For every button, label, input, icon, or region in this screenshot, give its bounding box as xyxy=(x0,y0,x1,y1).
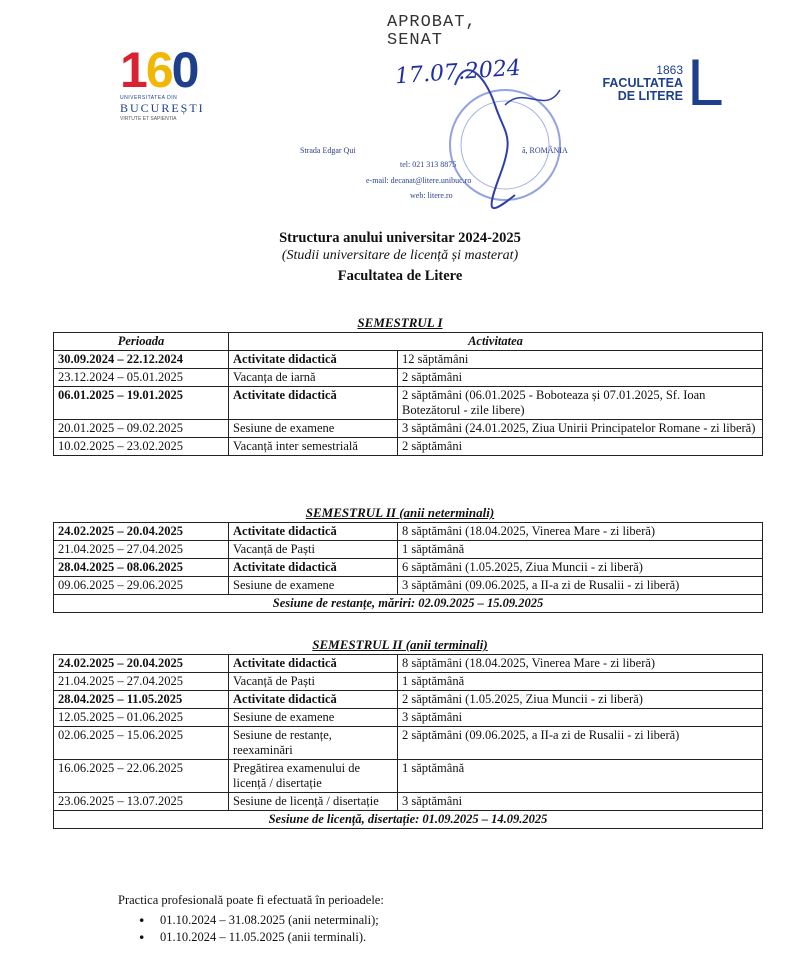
period-cell: 06.01.2025 – 19.01.2025 xyxy=(54,387,229,420)
details-cell: 3 săptămâni (24.01.2025, Ziua Unirii Principatelor Romane - zi liberă) xyxy=(398,420,763,438)
list-item: • 01.10.2024 – 11.05.2025 (anii terminali). xyxy=(138,929,379,946)
table-row xyxy=(54,351,763,369)
faculty-logo-year: 1863 xyxy=(656,63,683,77)
details-cell: 3 săptămâni xyxy=(398,709,763,727)
contact-country: ă, ROMÂNIA xyxy=(522,146,568,155)
period-cell: 02.06.2025 – 15.06.2025 xyxy=(54,727,229,760)
table-row xyxy=(54,709,763,727)
table-row xyxy=(54,673,763,691)
graduation-session: Sesiune de licență, disertație: 01.09.2025 – 14.09.2025 xyxy=(54,811,763,829)
activity-cell: Vacanță de Paști xyxy=(229,673,398,691)
contact-email: e-mail: decanat@litere.unibuc.ro xyxy=(366,176,472,185)
details-cell: 2 săptămâni xyxy=(398,438,763,456)
semester2-final-title: SEMESTRUL II (anii terminali) xyxy=(312,637,488,652)
table-row xyxy=(54,577,763,595)
semester2-nonfinal-title: SEMESTRUL II (anii neterminali) xyxy=(305,505,495,520)
details-cell: 1 săptămână xyxy=(398,673,763,691)
table-row xyxy=(54,760,763,793)
handwritten-date: 17.07.2024 xyxy=(394,55,522,90)
column-header-activity: Activitatea xyxy=(229,333,763,351)
details-cell: 1 săptămână xyxy=(398,541,763,559)
activity-cell: Activitate didactică xyxy=(229,351,398,369)
activity-cell: Activitate didactică xyxy=(229,559,398,577)
contact-phone: tel: 021 313 8875 xyxy=(400,160,457,169)
logo-motto: VIRTUTE ET SAPIENTIA xyxy=(120,116,177,122)
table-header-row xyxy=(54,333,763,351)
table-row xyxy=(54,655,763,673)
activity-cell: Sesiune de examene xyxy=(229,420,398,438)
details-cell: 6 săptămâni (1.05.2025, Ziua Muncii - zi liberă) xyxy=(398,559,763,577)
activity-cell: Sesiune de examene xyxy=(229,577,398,595)
period-cell: 23.06.2025 – 13.07.2025 xyxy=(54,793,229,811)
contact-street: Strada Edgar Qui xyxy=(300,146,356,155)
details-cell: 8 săptămâni (18.04.2025, Vinerea Mare - zi liberă) xyxy=(398,523,763,541)
table-footer-row xyxy=(54,595,763,613)
period-cell: 28.04.2025 – 08.06.2025 xyxy=(54,559,229,577)
approval-line2: SENAT xyxy=(387,31,444,50)
period-cell: 28.04.2025 – 11.05.2025 xyxy=(54,691,229,709)
semester1-title: SEMESTRUL I xyxy=(357,315,443,330)
semester2-final-rows xyxy=(54,655,763,811)
approval-line1: APROBAT, xyxy=(387,13,477,32)
activity-cell: Vacanță de Paști xyxy=(229,541,398,559)
activity-cell: Activitate didactică xyxy=(229,691,398,709)
details-cell: 1 săptămână xyxy=(398,760,763,793)
details-cell: 2 săptămâni (1.05.2025, Ziua Muncii - zi liberă) xyxy=(398,691,763,709)
period-cell: 24.02.2025 – 20.04.2025 xyxy=(54,655,229,673)
activity-cell: Activitate didactică xyxy=(229,523,398,541)
table-row xyxy=(54,541,763,559)
semester2-nonfinal-rows xyxy=(54,523,763,595)
table-row xyxy=(54,387,763,420)
faculty-name: Facultatea de Litere xyxy=(337,268,463,284)
period-cell: 16.06.2025 – 22.06.2025 xyxy=(54,760,229,793)
table-footer-row xyxy=(54,811,763,829)
details-cell: 2 săptămâni (09.06.2025, a II-a zi de Rusalii - zi liberă) xyxy=(398,727,763,760)
table-row xyxy=(54,369,763,387)
period-cell: 20.01.2025 – 09.02.2025 xyxy=(54,420,229,438)
faculty-logo-line2: DE LITERE xyxy=(617,89,683,103)
column-header-period: Perioada xyxy=(54,333,229,351)
period-cell: 09.06.2025 – 29.06.2025 xyxy=(54,577,229,595)
faculty-logo-letter: L xyxy=(687,45,724,119)
semester1-rows xyxy=(54,351,763,456)
details-cell: 12 săptămâni xyxy=(398,351,763,369)
list-item: • 01.10.2024 – 31.08.2025 (anii neterminali); xyxy=(138,912,379,929)
semester2-final-table xyxy=(53,654,763,829)
semester2-nonfinal-table xyxy=(53,522,763,613)
faculty-logo-line1: FACULTATEA xyxy=(602,76,683,90)
activity-cell: Sesiune de restanțe, reexaminări xyxy=(229,727,398,760)
table-row xyxy=(54,523,763,541)
table-row xyxy=(54,559,763,577)
period-cell: 21.04.2025 – 27.04.2025 xyxy=(54,673,229,691)
practice-list xyxy=(138,912,379,946)
table-row xyxy=(54,727,763,760)
period-cell: 21.04.2025 – 27.04.2025 xyxy=(54,541,229,559)
details-cell: 2 săptămâni xyxy=(398,369,763,387)
table-row xyxy=(54,438,763,456)
semester1-table xyxy=(53,332,763,456)
period-cell: 30.09.2024 – 22.12.2024 xyxy=(54,351,229,369)
period-cell: 12.05.2025 – 01.06.2025 xyxy=(54,709,229,727)
logo-160: 160 xyxy=(120,42,198,98)
logo-small-text: UNIVERSITATEA DIN xyxy=(120,95,178,101)
activity-cell: Activitate didactică xyxy=(229,387,398,420)
details-cell: 3 săptămâni xyxy=(398,793,763,811)
period-cell: 24.02.2025 – 20.04.2025 xyxy=(54,523,229,541)
activity-cell: Vacanță inter semestrială xyxy=(229,438,398,456)
table-row xyxy=(54,420,763,438)
period-cell: 23.12.2024 – 05.01.2025 xyxy=(54,369,229,387)
logo-university-name: BUCUREȘTI xyxy=(120,101,205,115)
page-subtitle: (Studii universitare de licență și masterat) xyxy=(281,248,519,263)
page-title: Structura anului universitar 2024-2025 xyxy=(279,230,521,246)
practice-intro: Practica profesională poate fi efectuată în perioadele: xyxy=(118,893,384,907)
university-logo xyxy=(120,42,230,125)
activity-cell: Pregătirea examenului de licență / disertație xyxy=(229,760,398,793)
table-row xyxy=(54,793,763,811)
activity-cell: Vacanța de iarnă xyxy=(229,369,398,387)
faculty-logo xyxy=(575,45,745,130)
contact-web: web: litere.ro xyxy=(410,191,453,200)
details-cell: 8 săptămâni (18.04.2025, Vinerea Mare - zi liberă) xyxy=(398,655,763,673)
period-cell: 10.02.2025 – 23.02.2025 xyxy=(54,438,229,456)
activity-cell: Activitate didactică xyxy=(229,655,398,673)
table-row xyxy=(54,691,763,709)
activity-cell: Sesiune de examene xyxy=(229,709,398,727)
retake-session: Sesiune de restanțe, măriri: 02.09.2025 – 15.09.2025 xyxy=(54,595,763,613)
activity-cell: Sesiune de licență / disertație xyxy=(229,793,398,811)
details-cell: 3 săptămâni (09.06.2025, a II-a zi de Rusalii - zi liberă) xyxy=(398,577,763,595)
details-cell: 2 săptămâni (06.01.2025 - Boboteaza și 07.01.2025, Sf. Ioan Botezătorul - zile libere) xyxy=(398,387,763,420)
